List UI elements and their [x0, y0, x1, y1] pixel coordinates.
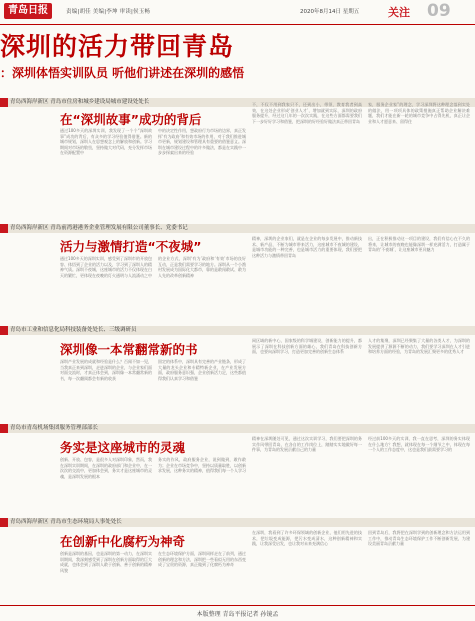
story-4-col-2: 务实的作风，政府服务企业，说到做到，敢作敢为；企业在市场竞争中，坚持以质量取胜，以创新求发展，这种务实的精神，值得我们每一个人学习	[158, 457, 246, 474]
story-4-title: 务实是这座城市的灵魂	[60, 440, 186, 455]
story-2-col-3: 精神，深圳的企业家们，就是在企业的每步发展中，推动新技术、新产品，不断为城市带来活力，这座城市不夜城的建设，是城市功能的一种完善，也是城市活力的重要体现，我们要把这种活力与激情带回青岛	[252, 236, 362, 258]
footer-credit: 本版整理 青岛平报记者 孙镜孟	[196, 611, 279, 618]
story-3-title: 深圳像一本常翻常新的书	[60, 342, 198, 357]
story-4-col-4: 经过前100多天的实训，我一直在思考，深圳的务实体现在什么地方？我想，就体现在每一个细节之中，体现在每一个人的工作态度中，这也是我们最需要学习的	[368, 436, 470, 453]
story-1-col-4: 家，服务企业家”的理念，学习深圳将这种理念落到实处的做法，用一项项具体的政策措施真正帮助企业解决难题，我们才能在新一轮的城市竞争中占得先机，真正让企业和人才愿意来、留得住	[368, 102, 470, 124]
story-2-col-4: 出，正在积极推动这一项目的建设，我们有信心在不久的将来，让城市的夜晚也能像深圳一样充满活力，打造属于青岛的‘不夜城’，让这座城市更具魅力	[368, 236, 470, 253]
story-5-byline: 青岛西海岸新区 青岛市生态环境局人事处处长	[10, 519, 122, 525]
story-2-col-2: 的企业方式，深圳‘有为’政府和‘有效’市场的良好互动，正是我们需要学习的地方。深圳从一个小渔村发展成为国际化大都市，靠的是敢闯敢试、敢为人先的改革创新精神	[158, 256, 246, 278]
section-title: 关注	[388, 6, 410, 19]
story-5-col-4: 回到青岛后，我将把在深圳学到的创新理念和方法运用到工作中，推动青岛生态环境保护工作不断创新发展，为建设美丽青岛贡献力量	[368, 530, 470, 547]
story-1-title: 在“深圳故事”成功的背后	[60, 112, 202, 127]
page-footer	[0, 605, 475, 621]
story-4-byline-band	[0, 424, 475, 433]
newspaper-logo: 青岛日报	[4, 3, 52, 19]
story-3-col-4: 人才的集聚，深圳已经聚集了大量的各类人才，为深圳的发展提供了源源不断的动力，我们要学习深圳在人才引进和培养方面的经验，为青岛的发展汇聚更多的优秀人才	[368, 338, 470, 355]
story-1-col-1: 通过100多天的深圳实训，我发现了一个个“深圳故事”成功的背后，有众多的学习经验值得借鉴。新的城市规划，深圳人在思想观念上的解放和创新。学习期间对市场的敬畏，坚持做大对代码，充分发挥市场在资源配置中	[60, 128, 152, 156]
story-3-col-1: 深圳产业发展的成就和经验是什么？百闻不如一见，当我真正来到深圳，走进深圳的企业，与企业家们面对面交流时，才真正体会到，深圳像一本常翻常新的书，每一次翻阅都会有新的收获	[60, 359, 152, 381]
main-subhead: ：深圳体悟实训队员 听他们讲述在深圳的感悟	[0, 66, 245, 80]
story-2-col-1: 通过100多天的深圳实训，感受到了深圳市的开放包容、体悟到了企业的活力以及，学习到了深圳人的精神气质。深圳不夜城，这座城市的活力不仅体现在白天的繁忙，更体现在夜晚的灯火通明与人流涌动之中	[60, 256, 152, 278]
story-1-byline: 青岛西海岸新区 青岛市住房和城乡建设局城市建设处处长	[10, 99, 150, 105]
band-marker	[0, 224, 8, 233]
story-5-col-2: 在生态环境保护方面，深圳同样走在了前列，通过创新的理念和方法，深圳把一些看似无用的东西变成了宝贵的资源，真正做到了化腐朽为神奇	[158, 551, 246, 568]
story-4-byline: 青岛市青岛机场集团服务管理部部长	[10, 425, 99, 431]
story-3-byline-band	[0, 326, 475, 335]
story-3-col-3: 网区域的新中心，国家级的科学城建设，创新能力的提升，都展示了深圳在科技创新方面的雄心，我们青岛在科技创新方面，也要向深圳学习，打造更加完善的创新生态体系	[252, 338, 362, 355]
main-headline: 深圳的活力带回青岛	[0, 32, 235, 61]
story-5-byline-band	[0, 518, 475, 527]
story-5-col-3: 在深圳，我看到了许多环保领域的创新企业，他们用先进的技术，把垃圾变成能源，把污水变成清水，这种创新精神和实践，让我深受启发，也让我对未来充满信心	[252, 530, 362, 547]
page-number: 09	[427, 1, 451, 21]
editors-line: 责编|胡佳 美编|李坤 审读|侯玉畅	[66, 9, 151, 15]
band-marker	[0, 98, 8, 107]
band-marker	[0, 326, 8, 335]
masthead	[0, 0, 475, 25]
story-5-col-1: 创新是深圳的基因，也是深圳的第一动力，在深圳实训期间，我深刻感受到了深圳在创新方面取得的巨大成就，也体会到了深圳人敢于创新、善于创新的精神风貌	[60, 551, 152, 573]
story-4-col-1: 创新、开放、包容，是很多人对深圳印象，然而，我在深圳实训期间，在深圳的政府部门和企业中，在一次次的交流中，更加体会到，务实才是这座城市的灵魂，是深圳发展的根本	[60, 457, 152, 479]
story-1-col-2: 中的决定性作用，想政府行为市场的边界，真正发挥‘有为政府’和有效市场的作用，对于我们推进城市更新，规划建设和管理具有重要的借鉴意义。深圳在城市建设过程中的许多做法，都是在实践中一步步探索出来的经验	[158, 128, 246, 156]
story-1-col-3: 不，不仅不用到我家只不，还到出小，带领，教育我者到高效，在这处企业形成‘创业人才’，增加就到实际，深圳的政府服务提升，经过这几年的一次次实践，在这些方面都需要我们下一步好好学习和借鉴，把深圳的好经验好做法真正带回青岛	[252, 102, 362, 124]
date-line: 2020年8月14日 星期五	[300, 9, 360, 15]
story-5-title: 在创新中化腐朽为神奇	[60, 534, 186, 549]
story-2-title: 活力与激情打造“不夜城”	[60, 239, 202, 254]
story-3-col-2: 固定的体系中，深圳具有完善的产业链条，形成了大量的龙头企业和专精特新企业，在产业发展方面，政府服务意识强，企业创新活力足，这些都值得我们认真学习和借鉴	[158, 359, 246, 381]
story-2-byline: 青岛西海岸新区 青岛前湾港港务企业管理发展有限公司董事长、党委书记	[10, 225, 188, 231]
story-4-col-3: 精神在深圳随处可见，通过这次实训学习，我们要把深圳的务实作风带回青岛，在各自的工作岗位上，踏踏实实地做好每一件事，为青岛的发展贡献自己的力量	[252, 436, 362, 453]
band-marker	[0, 424, 8, 433]
band-marker	[0, 518, 8, 527]
story-3-byline: 青岛市工业和信息化局科技装备处处长、三级调研员	[10, 327, 137, 333]
story-2-byline-band	[0, 224, 475, 233]
